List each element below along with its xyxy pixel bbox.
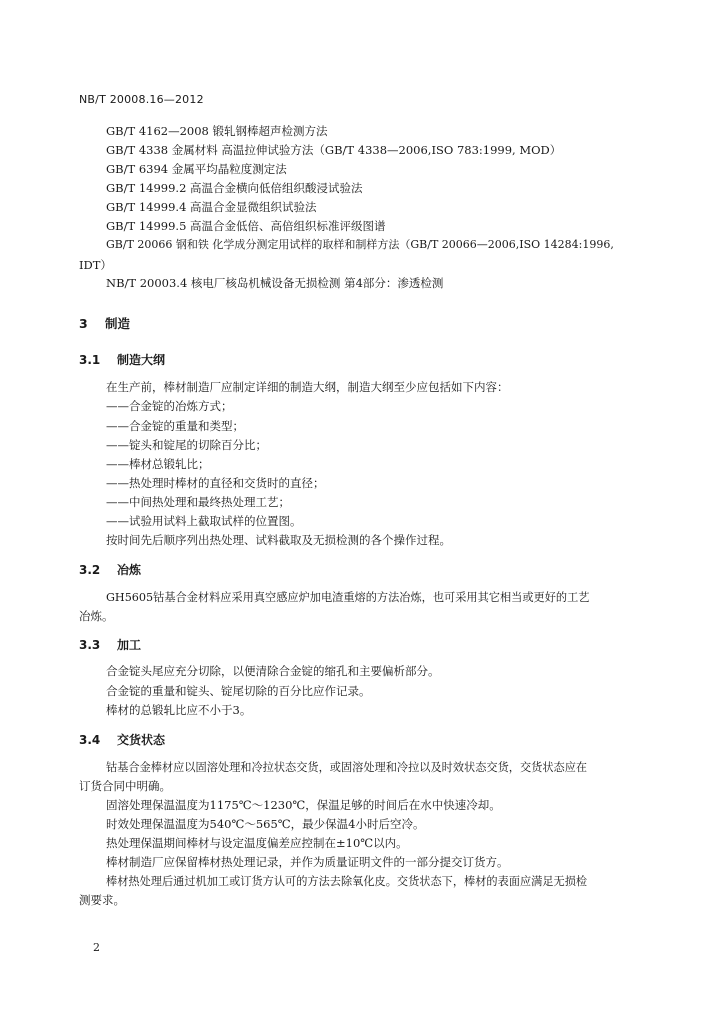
subsection-heading — [79, 351, 165, 368]
reference-item: NB/T 20003.4 核电厂核岛机械设备无损检测 第4部分：渗透检测 — [106, 276, 444, 290]
subsection-title: 冶炼 — [117, 563, 142, 577]
subsection-title: 交货状态 — [117, 733, 166, 747]
list-item: ——热处理时棒材的直径和交货时的直径； — [106, 476, 325, 490]
list-item: ——棒材总锻轧比； — [106, 457, 210, 471]
subsection-heading — [79, 636, 141, 653]
subsection-number: 3.3 — [79, 638, 101, 652]
reference-continuation: IDT） — [79, 258, 112, 272]
list-item: ——中间热处理和最终热处理工艺； — [106, 495, 290, 509]
section-heading — [79, 314, 130, 332]
paragraph-line: 按时间先后顺序列出热处理、试料截取及无损检测的各个操作过程。 — [106, 533, 451, 547]
paragraph-line: GH5605钴基合金材料应采用真空感应炉加电渣重熔的方法冶炼，也可采用其它相当或更好的工艺 — [106, 591, 590, 604]
subsection-title: 制造大纲 — [117, 353, 166, 367]
paragraph-line: 棒材制造厂应保留棒材热处理记录，并作为质量证明文件的一部分提交订货方。 — [106, 855, 509, 869]
reference-item: GB/T 14999.4 高温合金显微组织试验法 — [106, 200, 317, 214]
paragraph-line: 时效处理保温温度为540℃～565℃，最少保温4小时后空冷。 — [106, 817, 425, 831]
reference-item: GB/T 14999.2 高温合金横向低倍组织酸浸试验法 — [106, 181, 363, 195]
section-number: 3 — [79, 316, 88, 331]
paragraph-line: 订货合同中明确。 — [79, 779, 171, 793]
subsection-title: 加工 — [117, 638, 142, 652]
section-title: 制造 — [105, 316, 131, 331]
paragraph-line: 热处理保温期间棒材与设定温度偏差应控制在±10℃以内。 — [106, 836, 408, 850]
subsection-heading — [79, 731, 165, 748]
reference-item: GB/T 4162—2008 锻轧钢棒超声检测方法 — [106, 124, 328, 138]
paragraph-line: 棒材的总锻轧比应不小于3。 — [106, 703, 252, 717]
paragraph-line: 钴基合金棒材应以固溶处理和冷拉状态交货，或固溶处理和冷拉以及时效状态交货，交货状态应在 — [106, 761, 588, 774]
reference-item: GB/T 14999.5 高温合金低倍、高倍组织标准评级图谱 — [106, 219, 386, 233]
paragraph-line: 合金锭的重量和锭头、锭尾切除的百分比应作记录。 — [106, 684, 371, 698]
paragraph-line: 固溶处理保温温度为1175℃～1230℃，保温足够的时间后在水中快速冷却。 — [106, 798, 501, 812]
paragraph-line: 棒材热处理后通过机加工或订货方认可的方法去除氧化皮。交货状态下，棒材的表面应满足无损检 — [106, 875, 588, 888]
paragraph-line: 测要求。 — [79, 893, 125, 907]
subsection-number: 3.2 — [79, 563, 101, 577]
list-item: ——合金锭的冶炼方式； — [106, 399, 233, 413]
reference-item: GB/T 20066 钢和铁 化学成分测定用试样的取样和制样方法（GB/T 20066—2006,ISO 14284:1996, — [106, 238, 614, 251]
paragraph-line: 冶炼。 — [79, 609, 114, 623]
list-item: ——试验用试料上截取试样的位置图。 — [106, 514, 302, 528]
list-item: ——合金锭的重量和类型； — [106, 419, 244, 433]
list-item: ——锭头和锭尾的切除百分比； — [106, 438, 267, 452]
reference-item: GB/T 6394 金属平均晶粒度测定法 — [106, 162, 287, 176]
subsection-number: 3.4 — [79, 733, 101, 747]
standard-header: NB/T 20008.16—2012 — [79, 93, 204, 106]
paragraph-line: 在生产前，棒材制造厂应制定详细的制造大纲，制造大纲至少应包括如下内容： — [106, 380, 509, 394]
page-number: 2 — [93, 941, 100, 954]
subsection-heading — [79, 561, 141, 578]
subsection-number: 3.1 — [79, 353, 101, 367]
reference-item: GB/T 4338 金属材料 高温拉伸试验方法（GB/T 4338—2006,ISO 783:1999, MOD） — [106, 143, 562, 157]
paragraph-line: 合金锭头尾应充分切除，以便清除合金锭的缩孔和主要偏析部分。 — [106, 664, 440, 678]
